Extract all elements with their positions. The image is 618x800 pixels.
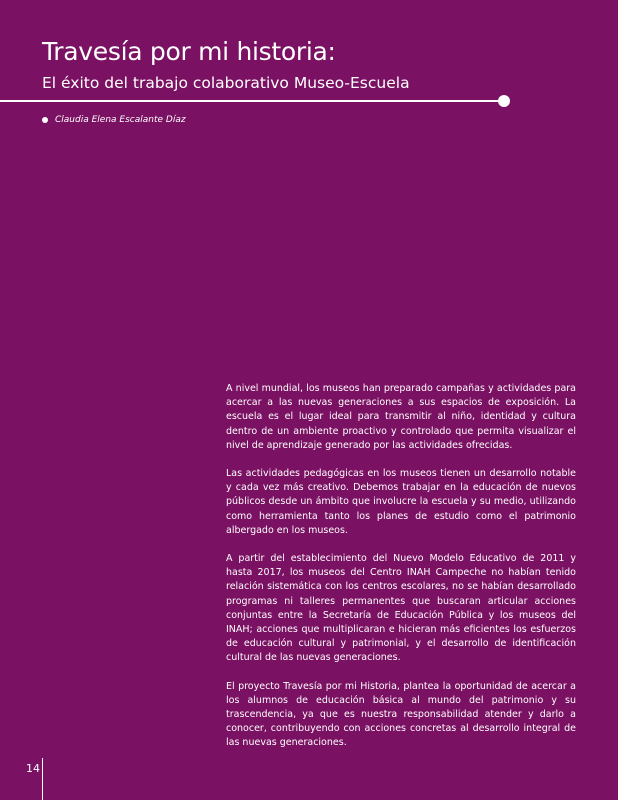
bullet-icon bbox=[42, 117, 48, 123]
paragraph: A partir del establecimiento del Nuevo Modelo Educativo de 2011 y hasta 2017, los museos del Centro INAH Campeche no habían tenido relación sistemática con los centros escolares, no se habían desarrollado programas ni talleres permanentes que buscaran articular acciones conjuntas entre la Secretaría de Educación Pública y los museos del INAH; acciones que multiplicaran e hicieran más eficientes los esfuerzos de educación cultural y patrimonial, y el desarrollo de identificación cultural de las nuevas generaciones. bbox=[226, 553, 576, 664]
paragraph: Las actividades pedagógicas en los museos tienen un desarrollo notable y cada vez más creativo. Debemos trabajar en la educación de nuevos públicos desde un ámbito que involucre la escuela y su medio, utilizando como herramienta tanto los planes de estudio como el patrimonio albergado en los museos. bbox=[226, 468, 576, 536]
divider-end-dot-icon bbox=[498, 95, 510, 107]
article-subtitle: El éxito del trabajo colaborativo Museo-Escuela bbox=[42, 74, 410, 92]
footer-margin-line bbox=[42, 758, 43, 800]
article-body bbox=[226, 382, 576, 765]
page-number: 14 bbox=[26, 762, 40, 775]
paragraph: El proyecto Travesía por mi Historia, plantea la oportunidad de acercar a los alumnos de educación básica al mundo del patrimonio y su trascendencia, ya que es nuestra responsabilidad atender y darlo a conocer, contribuyendo con acciones concretas al desarrollo integral de las nuevas generaciones. bbox=[226, 680, 576, 749]
paragraph: A nivel mundial, los museos han preparado campañas y actividades para acercar a las nuevas generaciones a sus espacios de exposición. La escuela es el lugar ideal para transmitir al niño, identidad y cultura dentro de un ambiente proactivo y controlado que permita visualizar el nivel de aprendizaje generado por las actividades ofrecidas. bbox=[226, 383, 576, 451]
header-divider-line bbox=[0, 100, 502, 102]
article-title: Travesía por mi historia: bbox=[42, 37, 336, 66]
author-byline bbox=[42, 113, 186, 127]
author-name: Claudia Elena Escalante Díaz bbox=[55, 115, 186, 125]
